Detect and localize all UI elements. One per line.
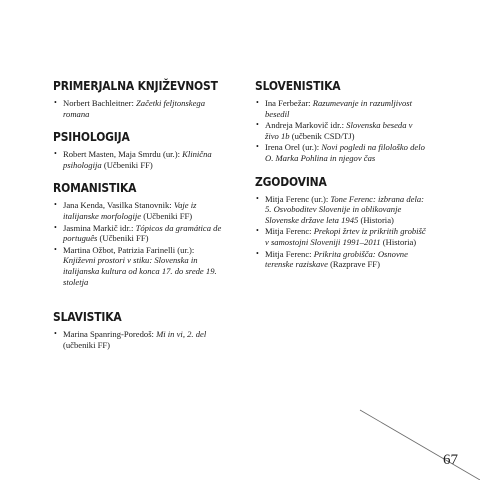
book-author: Marina Spanring-Poredoš: — [63, 329, 157, 340]
book-item — [255, 194, 427, 226]
book-item — [53, 245, 225, 287]
section-heading: PRIMERJALNA KNJIŽEVNOST — [53, 78, 218, 93]
book-list — [53, 200, 225, 287]
book-title: Novi pogledi na filološko delo O. Marka Pohlina in njegov čas — [265, 142, 425, 163]
section-romanistika — [53, 180, 225, 287]
book-item — [53, 98, 225, 119]
book-title: Prekopi žrtev iz prikritih grobišč v samostojni Sloveniji 1991–2011 — [265, 226, 426, 247]
book-author: Jana Kenda, Vasilka Stanovnik: — [63, 200, 174, 211]
book-item — [255, 98, 427, 119]
book-author: Andreja Markovič idr.: — [265, 120, 347, 131]
left-column — [53, 78, 225, 360]
book-author: Mitja Ferenc (ur.): — [265, 193, 331, 204]
book-item — [255, 226, 427, 247]
book-note: (učbeniki FF) — [63, 339, 111, 350]
book-title: Začetki feljtonskega romana — [63, 98, 205, 119]
book-title: Razumevanje in razumljivost besedil — [265, 98, 413, 119]
book-title: Klinična psihologija — [63, 149, 212, 170]
book-note: (Učbeniki FF) — [141, 210, 193, 221]
section-heading: SLAVISTIKA — [53, 309, 122, 325]
book-title: Tone Ferenc: izbrana dela: 5. Osvoboditev Slovenije in oblikovanje Slovenske države leta 1945 — [265, 193, 425, 225]
book-item — [53, 200, 225, 221]
page-number: 67 — [443, 452, 458, 468]
book-title: Književni prostori v stiku: Slovenska in italijanska kultura od konca 17. do srede 19. stoletja — [63, 255, 217, 287]
book-author: Robert Masten, Maja Smrdu (ur.): — [63, 149, 183, 160]
book-list — [255, 194, 427, 270]
section-heading: PSIHOLOGIJA — [53, 129, 130, 145]
book-item — [255, 249, 427, 270]
book-author: Jasmina Markič idr.: — [63, 222, 136, 233]
section-zgodovina — [255, 174, 427, 270]
book-author: Mitja Ferenc: — [265, 248, 314, 259]
book-title: Tópicos da gramática de português — [63, 222, 222, 244]
section-heading: ROMANISTIKA — [53, 180, 137, 196]
book-note: (Historia) — [358, 214, 394, 225]
right-column — [255, 78, 427, 280]
book-author: Martina Ožbot, Patrizia Farinelli (ur.): — [63, 244, 195, 255]
book-item — [255, 142, 427, 163]
book-note: (Učbeniki FF) — [101, 159, 153, 170]
book-list — [53, 329, 225, 350]
book-note: (Razprave FF) — [327, 259, 380, 270]
book-title: Prikrita grobišča: Osnovne terenske raziskave — [265, 248, 408, 270]
section-heading: SLOVENISTIKA — [255, 78, 341, 93]
book-title: Vaje iz italijanske morfologije — [63, 200, 197, 221]
book-note: (Historia) — [380, 236, 417, 247]
section-psihologija — [53, 129, 225, 170]
book-author: Mitja Ferenc: — [265, 226, 314, 237]
book-note: (učbenik CSD/TJ) — [289, 130, 355, 141]
book-author: Norbert Bachleitner: — [63, 98, 137, 108]
book-author: Ina Ferbežar: — [265, 98, 313, 108]
book-title: Mi in vi, 2. del — [156, 329, 207, 340]
book-note: (Učbeniki FF) — [97, 233, 149, 244]
section-slavistika — [53, 309, 225, 350]
section-slovenistika — [255, 78, 427, 164]
book-item — [255, 120, 427, 141]
book-item — [53, 223, 225, 244]
section-primerjalna-knjizevnost — [53, 78, 225, 119]
book-item — [53, 329, 225, 350]
section-heading: ZGODOVINA — [255, 173, 327, 189]
book-list — [53, 98, 225, 119]
book-title: Slovenska beseda v živo 1b — [265, 120, 413, 141]
book-list — [53, 149, 225, 170]
book-list — [255, 98, 427, 164]
book-item — [53, 149, 225, 170]
book-author: Irena Orel (ur.): — [265, 142, 322, 153]
